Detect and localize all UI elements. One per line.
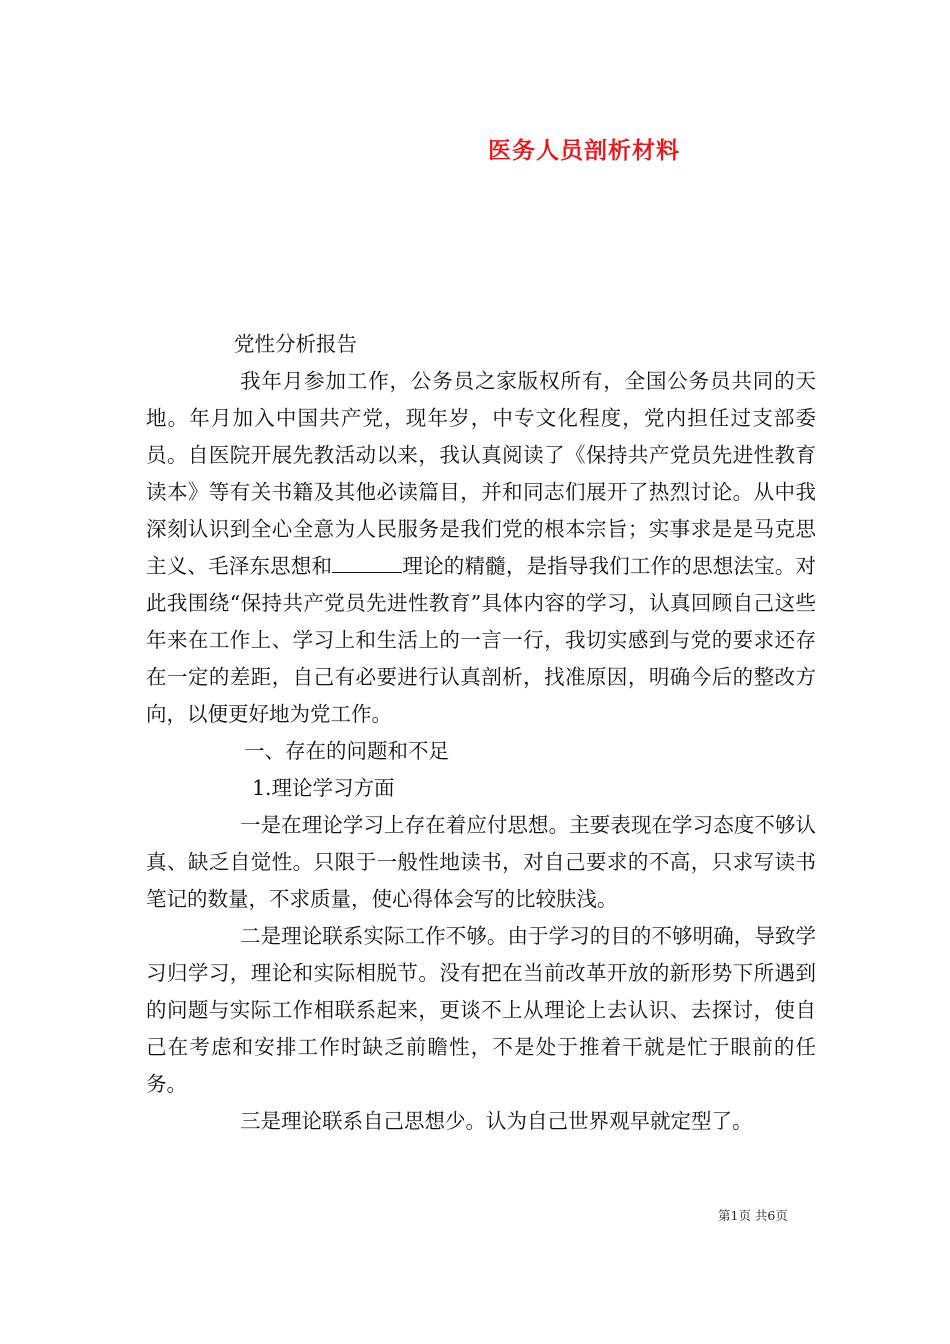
subsection-heading: 1.理论学习方面: [252, 776, 395, 800]
section-heading: 一、存在的问题和不足: [244, 739, 449, 763]
intro-text-part-1: 我年月参加工作，公务员之家版权所有，全国公务员共同的天地。年月加入中国共产党，现年岁，中专文化程度，党内担任过支部委员。自医院开展先教活动以来，我认真阅读了《保持共产党员先进性教育读本》等有关书籍及其他必读篇目，并和同志们展开了热烈讨论。从中我深刻认识到全心全意为人民服务是我们党的根本宗旨；实事求是是马克思主义、毛泽东思想和: [146, 369, 816, 578]
document-subtitle: 党性分析报告: [234, 332, 357, 356]
document-title: 医务人员剖析材料: [488, 137, 680, 164]
point-paragraph-3: 三是理论联系自己思想少。认为自己世界观早就定型了。: [240, 1109, 753, 1133]
fill-in-blank: [332, 554, 402, 573]
document-body: [146, 326, 816, 1140]
intro-paragraph: [146, 363, 816, 733]
point-paragraph-2: 二是理论联系实际工作不够。由于学习的目的不够明确，导致学习归学习，理论和实际相脱节。没有把在当前改革开放的新形势下所遇到的问题与实际工作相联系起来，更谈不上从理论上去认识、去探讨，使自己在考虑和安排工作时缺乏前瞻性，不是处于推着干就是忙于眼前的任务。: [146, 924, 816, 1096]
intro-text-part-2: 理论的精髓，是指导我们工作的思想法宝。对此我围绕“保持共产党员先进性教育”具体内容的学习，认真回顾自己这些年来在工作上、学习上和生活上的一言一行，我切实感到与党的要求还存在一定的差距，自己有必要进行认真剖析，找准原因，明确今后的整改方向，以便更好地为党工作。: [146, 554, 817, 726]
page-number-footer: 第1页 共6页: [718, 1208, 788, 1223]
point-paragraph-1: 一是在理论学习上存在着应付思想。主要表现在学习态度不够认真、缺乏自觉性。只限于一般性地读书，对自己要求的不高，只求写读书笔记的数量，不求质量，使心得体会写的比较肤浅。: [146, 813, 816, 911]
